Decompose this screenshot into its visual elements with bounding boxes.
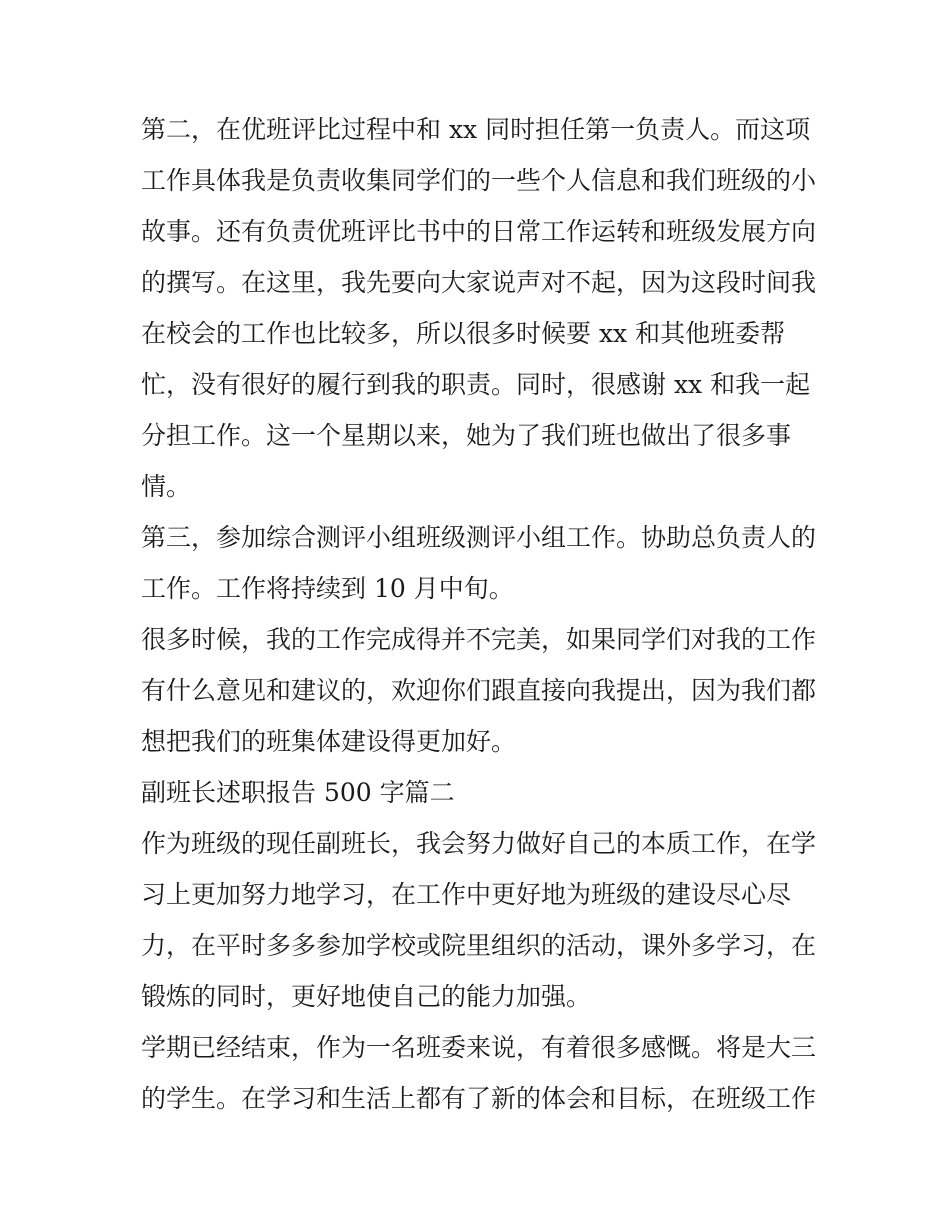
text-line: 学期已经结束，作为一名班委来说，有着很多感慨。将是大三	[141, 1033, 817, 1062]
text-line: 作为班级的现任副班长，我会努力做好自己的本质工作，在学	[141, 829, 817, 858]
text-line: 很多时候，我的工作完成得并不完美，如果同学们对我的工作	[141, 625, 817, 654]
text-line: 想把我们的班集体建设得更加好。	[141, 727, 517, 756]
text-line: 习上更加努力地学习，在工作中更好地为班级的建设尽心尽	[141, 880, 792, 909]
text-line: 的撰写。在这里，我先要向大家说声对不起，因为这段时间我	[141, 268, 817, 297]
text-line: 在校会的工作也比较多，所以很多时候要 xx 和其他班委帮	[141, 319, 786, 348]
text-line: 分担工作。这一个星期以来，她为了我们班也做出了很多事	[141, 421, 792, 450]
text-line: 的学生。在学习和生活上都有了新的体会和目标，在班级工作	[141, 1084, 817, 1113]
document-body	[141, 104, 821, 1124]
text-line: 第三，参加综合测评小组班级测评小组工作。协助总负责人的	[141, 523, 817, 552]
text-line: 锻炼的同时，更好地使自己的能力加强。	[141, 982, 592, 1011]
text-line: 情。	[141, 472, 192, 501]
text-line: 有什么意见和建议的，欢迎你们跟直接向我提出，因为我们都	[141, 676, 817, 705]
text-line: 工作具体我是负责收集同学们的一些个人信息和我们班级的小	[141, 166, 817, 195]
text-line: 故事。还有负责优班评比书中的日常工作运转和班级发展方向	[141, 217, 817, 246]
text-line: 力，在平时多多参加学校或院里组织的活动，课外多学习，在	[141, 931, 817, 960]
text-line: 工作。工作将持续到 10 月中旬。	[141, 574, 514, 603]
text-line: 第二，在优班评比过程中和 xx 同时担任第一负责人。而这项	[141, 115, 811, 144]
text-line: 忙，没有很好的履行到我的职责。同时，很感谢 xx 和我一起	[141, 370, 811, 399]
section-heading: 副班长述职报告 500 字篇二	[141, 778, 455, 807]
